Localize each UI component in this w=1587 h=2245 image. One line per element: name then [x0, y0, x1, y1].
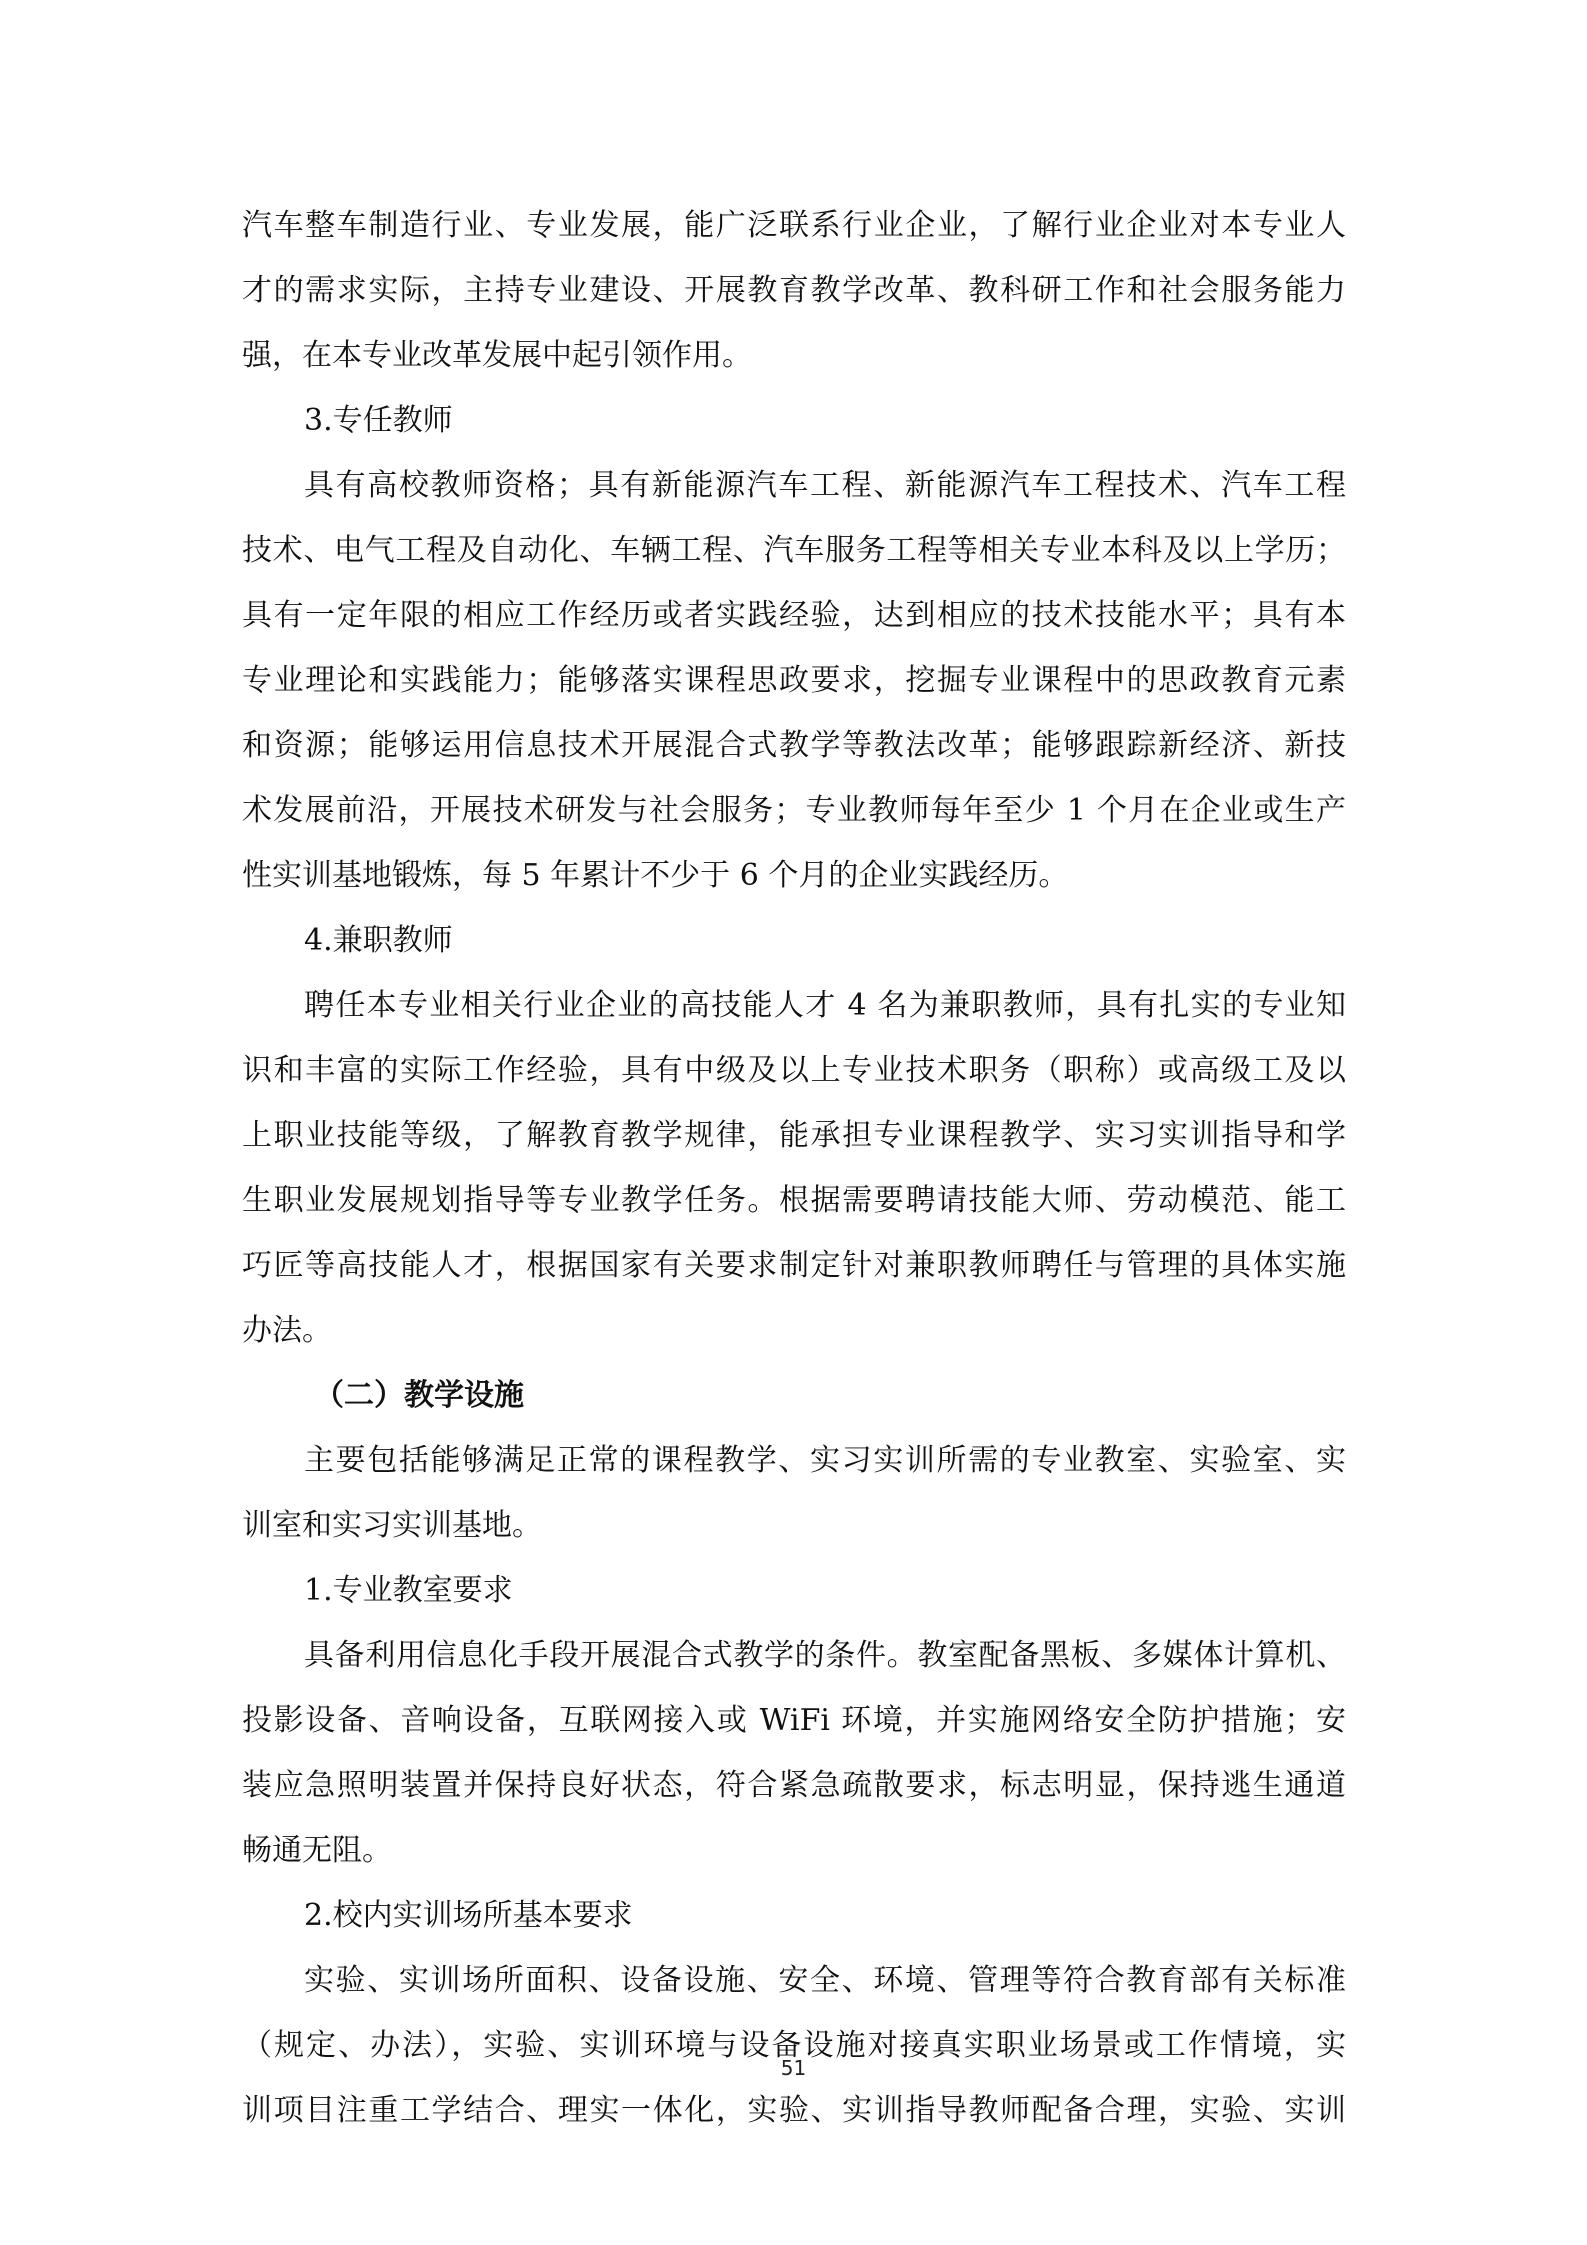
paragraph-line: 术发展前沿，开展技术研发与社会服务；专业教师每年至少 1 个月在企业或生产 — [242, 793, 1346, 828]
paragraph-line: 性实训基地锻炼，每 5 年累计不少于 6 个月的企业实践经历。 — [242, 858, 1069, 893]
section-heading: 3.专任教师 — [304, 403, 453, 438]
paragraph-line: 训项目注重工学结合、理实一体化，实验、实训指导教师配备合理，实验、实训 — [242, 2093, 1346, 2128]
paragraph-line: 装应急照明装置并保持良好状态，符合紧急疏散要求，标志明显，保持逃生通道 — [242, 1768, 1346, 1803]
paragraph-line: 投影设备、音响设备，互联网接入或 WiFi 环境，并实施网络安全防护措施；安 — [242, 1703, 1346, 1738]
section-heading: 1.专业教室要求 — [304, 1573, 513, 1608]
paragraph-line: 具备利用信息化手段开展混合式教学的条件。教室配备黑板、多媒体计算机、 — [304, 1638, 1346, 1673]
paragraph-line: 畅通无阻。 — [242, 1833, 392, 1868]
paragraph-line: 识和丰富的实际工作经验，具有中级及以上专业技术职务（职称）或高级工及以 — [242, 1053, 1346, 1088]
paragraph-line: 聘任本专业相关行业企业的高技能人才 4 名为兼职教师，具有扎实的专业知 — [304, 988, 1346, 1023]
section-title: （二）教学设施 — [314, 1378, 524, 1413]
paragraph-line: 具有高校教师资格；具有新能源汽车工程、新能源汽车工程技术、汽车工程 — [304, 468, 1346, 503]
paragraph-line: 具有一定年限的相应工作经历或者实践经验，达到相应的技术技能水平；具有本 — [242, 598, 1346, 633]
section-heading: 2.校内实训场所基本要求 — [304, 1898, 633, 1933]
paragraph-line: 上职业技能等级，了解教育教学规律，能承担专业课程教学、实习实训指导和学 — [242, 1118, 1346, 1153]
paragraph-line: 办法。 — [242, 1313, 332, 1348]
paragraph-line: 才的需求实际，主持专业建设、开展教育教学改革、教科研工作和社会服务能力 — [242, 273, 1346, 308]
paragraph-line: 强，在本专业改革发展中起引领作用。 — [242, 338, 752, 373]
section-heading: 4.兼职教师 — [304, 923, 453, 958]
paragraph-line: （规定、办法），实验、实训环境与设备设施对接真实职业场景或工作情境，实 — [242, 2028, 1346, 2063]
body-text — [242, 193, 1346, 2143]
paragraph-line: 和资源；能够运用信息技术开展混合式教学等教法改革；能够跟踪新经济、新技 — [242, 728, 1346, 763]
paragraph-line: 训室和实习实训基地。 — [242, 1508, 542, 1543]
paragraph-line: 汽车整车制造行业、专业发展，能广泛联系行业企业，了解行业企业对本专业人 — [242, 208, 1346, 243]
paragraph-line: 专业理论和实践能力；能够落实课程思政要求，挖掘专业课程中的思政教育元素 — [242, 663, 1346, 698]
paragraph-line: 巧匠等高技能人才，根据国家有关要求制定针对兼职教师聘任与管理的具体实施 — [242, 1248, 1346, 1283]
paragraph-line: 主要包括能够满足正常的课程教学、实习实训所需的专业教室、实验室、实 — [304, 1443, 1346, 1478]
paragraph-line: 技术、电气工程及自动化、车辆工程、汽车服务工程等相关专业本科及以上学历； — [242, 533, 1346, 568]
paragraph-line: 实验、实训场所面积、设备设施、安全、环境、管理等符合教育部有关标准 — [304, 1963, 1346, 1998]
page-number: 51 — [780, 2056, 807, 2080]
paragraph-line: 生职业发展规划指导等专业教学任务。根据需要聘请技能大师、劳动模范、能工 — [242, 1183, 1346, 1218]
